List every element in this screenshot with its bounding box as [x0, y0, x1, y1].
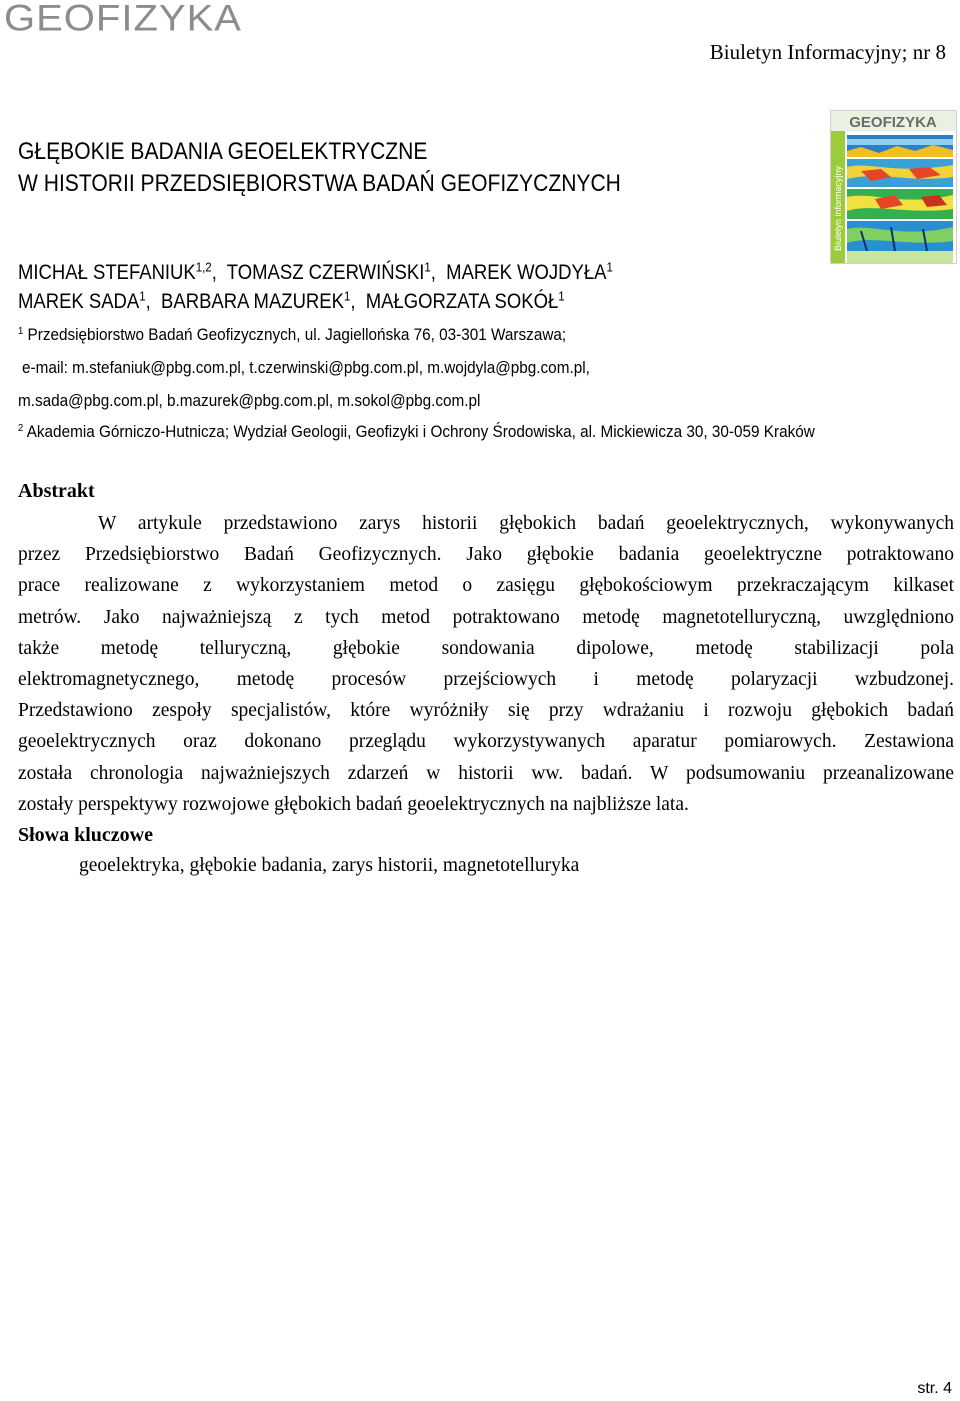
- abstract-line: prace realizowane z wykorzystaniem metod o zasięgu głębokościowym przekraczającym kilkaset: [18, 575, 954, 597]
- abstract-line: W artykule przedstawiono zarys historii głębokich badań geoelektrycznych, wykonywanych: [98, 513, 954, 534]
- author-separator: ,: [430, 260, 442, 284]
- affiliation-1: [18, 324, 566, 346]
- article-title-line-2: W HISTORII PRZEDSIĘBIORSTWA BADAŃ GEOFIZYCZNYCH: [18, 170, 621, 197]
- abstract-line: zostały perspektywy rozwojowe głębokich badań geoelektrycznych na najbliższe lata.: [18, 793, 689, 815]
- affiliation-2: [18, 421, 815, 443]
- author-separator: ,: [211, 260, 222, 284]
- cover-illustration: [831, 111, 956, 263]
- abstract-heading: Abstrakt: [18, 480, 95, 502]
- author-name: BARBARA MAZUREK: [161, 289, 344, 313]
- affiliation-1-text: Przedsiębiorstwo Badań Geofizycznych, ul. Jagiellońska 76, 03-301 Warszawa;: [27, 325, 567, 344]
- author-line-1: [18, 258, 613, 287]
- author-name: MAŁGORZATA SOKÓŁ: [365, 289, 559, 313]
- cover-logo: GEOFIZYKA: [849, 114, 937, 131]
- affiliation-1-mark: 1: [18, 325, 24, 338]
- author-list: [18, 258, 613, 316]
- keywords-heading: Słowa kluczowe: [18, 824, 153, 846]
- journal-cover-image: [830, 110, 957, 264]
- abstract-text: [18, 508, 954, 820]
- author-affiliation-mark: 1: [558, 288, 565, 304]
- email-line-2: m.sada@pbg.com.pl, b.mazurek@pbg.com.pl, m.sokol@pbg.com.pl: [18, 391, 481, 410]
- author-affiliation-mark: 1: [424, 259, 431, 275]
- article-title: [18, 136, 621, 200]
- journal-logo: GEOFIZYKA: [4, 0, 242, 39]
- page-number: str. 4: [917, 1380, 952, 1397]
- author-affiliation-mark: 1: [139, 288, 146, 304]
- abstract-line: metrów. Jako najważniejszą z tych metod potraktowano metodę magnetotelluryczną, uwzględniono: [18, 606, 954, 628]
- affiliation-2-mark: 2: [18, 422, 24, 435]
- keywords-text: geoelektryka, głębokie badania, zarys historii, magnetotelluryka: [79, 855, 580, 876]
- author-name: MAREK SADA: [18, 289, 140, 313]
- author-line-2: [18, 287, 613, 316]
- affiliation-2-text: Akademia Górniczo-Hutnicza; Wydział Geologii, Geofizyki i Ochrony Środowiska, al. Mickiewicza 30, 30-059 Kraków: [26, 422, 815, 441]
- author-separator: ,: [350, 289, 361, 313]
- abstract-line: Przedstawiono zespoły specjalistów, które wyróżniły się przy wdrażaniu i rozwoju głębokich badań: [18, 700, 954, 722]
- author-name: TOMASZ CZERWIŃSKI: [226, 260, 425, 284]
- author-name: MAREK WOJDYŁA: [446, 260, 607, 284]
- author-affiliation-mark: 1,2: [195, 259, 212, 275]
- abstract-line: została chronologia najważniejszych zdarzeń w historii ww. badań. W podsumowaniu przeanalizowane: [18, 762, 954, 784]
- abstract-line: przez Przedsiębiorstwo Badań Geofizycznych. Jako głębokie badania geoelektryczne potraktowano: [18, 544, 954, 566]
- author-affiliation-mark: 1: [343, 288, 351, 304]
- author-separator: ,: [145, 289, 156, 313]
- abstract-line: geoelektrycznych oraz dokonano przeglądu wykorzystywanych aparatur pomiarowych. Zestawiona: [18, 731, 954, 753]
- journal-name: Biuletyn Informacyjny; nr 8: [709, 40, 946, 64]
- cover-spine-text: Biuletyn informacyjny: [833, 165, 843, 251]
- author-affiliation-mark: 1: [606, 259, 613, 275]
- abstract-line: elektromagnetycznego, metodę procesów przejściowych i metodę polaryzacji wzbudzonej.: [18, 669, 954, 691]
- author-name: MICHAŁ STEFANIUK: [18, 260, 196, 284]
- abstract-line: także metodę telluryczną, głębokie sondowania dipolowe, metodę stabilizacji pola: [18, 637, 954, 659]
- article-title-line-1: GŁĘBOKIE BADANIA GEOELEKTRYCZNE: [18, 138, 428, 165]
- email-line-1: e-mail: m.stefaniuk@pbg.com.pl, t.czerwinski@pbg.com.pl, m.wojdyla@pbg.com.pl,: [22, 358, 590, 377]
